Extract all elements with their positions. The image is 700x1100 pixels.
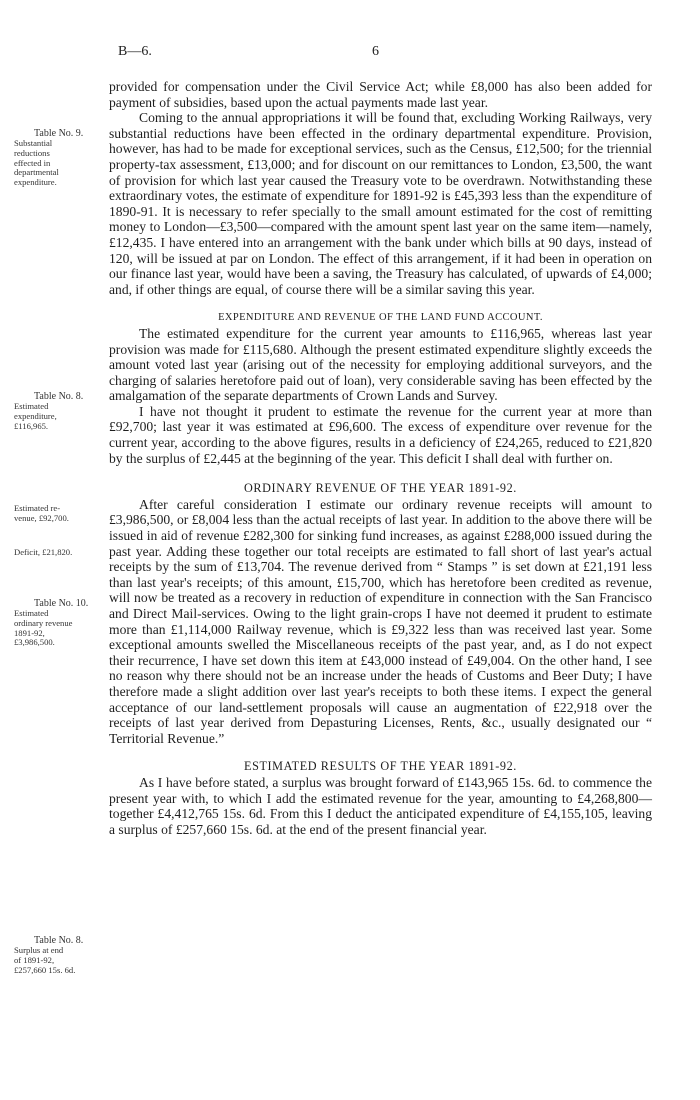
margin-note-line: Deficit, £21,820. [14,547,73,557]
paragraph-estimated-results: As I have before stated, a surplus was brought forward of £143,965 15s. 6d. to commence the present year with, to which I add the estimated revenue for the year, amounting to £4,268,800—together £4,412,765 15s. 6d. From this I deduct the anticipated expenditure of £4,155,105, leaving a surplus of £257,660 15s. 6d. at the end of the present financial year. [109,774,652,837]
section-spacer [109,466,652,481]
margin-note-line: ordinary revenue [14,617,73,628]
body-text [109,79,652,837]
margin-note-line: Estimated re- [14,503,61,513]
margin-note-line: of 1891-92, [14,954,55,965]
section-heading-estimated-results: ESTIMATED RESULTS OF THE YEAR 1891-92. [244,759,517,774]
margin-note-line: expenditure, [14,410,57,421]
margin-note-line: Substantial [14,138,53,148]
page-header [110,44,652,62]
margin-note-land-fund-expenditure [14,391,110,431]
paragraph-compensation: provided for compensation under the Civil Service Act; while £8,000 has also been added for payment of subsidies, based upon the actual payments made last year. [109,79,652,110]
margin-note-line: £116,965. [14,420,49,431]
margin-note-line: Estimated [14,401,49,411]
paragraph-annual-appropriations: Coming to the annual appropriations it will be found that, excluding Working Railways, very substantial reductions have been effected in the ordinary departmental expenditure. Provision, however, has had to be made for exceptional services, such as the Census, £12,500; for the triennial property-tax assessment, £13,000; and for discount on our remittances to London, £3,500, the want of provision for which last year caused the Treasury vote to be overdrawn. Notwithstanding these extraordinary votes, the estimate of expenditure for 1891-92 is £45,393 less than the expenditure of 1890-91. It is necessary to refer specially to the small amount estimated for the cost of remitting money to London—£3,500—compared with the amount spent last year on the same item—namely, £12,435. I have entered into an arrangement with the bank under which bills at 90 days, instead of 120, will be issued at par on London. The effect of this arrangement, if it had been in operation on our finance last year, would have been a saving, the Treasury has calculated, of upwards of £4,000; and, if other things are equal, of course there will be a similar saving this year. [109,110,652,297]
margin-note-line: Surplus at end [14,945,64,955]
margin-note-line: expenditure. [14,177,57,188]
margin-note-estimated-revenue [14,504,110,524]
margin-note-deficit [14,548,110,558]
margin-note-title: Table No. 8. [34,391,84,402]
paragraph-ordinary-revenue: After careful consideration I estimate our ordinary revenue receipts will amount to £3,986,500, or £8,004 less than the actual receipts of last year. In addition to the above there will be issued in aid of revenue £282,300 for sinking fund increases, as against £288,000 issued during the past year. Adding these together our total receipts are estimated to fall short of last year's actual receipts by the sum of £13,704. The revenue derived from “ Stamps ” is set down at £21,191 less than last year's receipts; of this amount, £15,700, which has heretofore been credited as revenue, will now be treated as a recovery in reduction of expenditure in connection with the San Francisco and Direct Mail-services. Owing to the light grain-crops I have not deemed it prudent to estimate more than £1,114,000 Railway revenue, which is £9,322 less than was received last year. Some exceptional amounts swelled the Miscellaneous receipts of the past year, and, as I do not expect their recurrence, I have set down this item at £43,000 instead of £49,004. On the other hand, I see no reason why there should not be an increase under the heads of Customs and Beer Duty; I have therefore made a slight addition over last year's receipts to both these items. I expect the general acceptance of our land-settlement proposals will cause an augmentation of £22,918 over the receipts of last year derived from Depasturing Licenses, Rents, &c., usually designated our “ Territorial Revenue.” [109,496,652,746]
paragraph-land-fund-revenue: I have not thought it prudent to estimate the revenue for the current year at more than £92,700; last year it was estimated at £96,600. The excess of expenditure over revenue for the current year, according to the above figures, results in a deficiency of £24,265, reduced to £21,820 by the surplus of £2,445 at the beginning of the year. This deficit I shall deal with further on. [109,403,652,466]
margin-note-title: Table No. 8. [34,935,84,946]
section-heading-land-fund: EXPENDITURE AND REVENUE OF THE LAND FUND ACCOUNT. [218,312,543,324]
section-spacer [109,746,652,759]
margin-note-line: £257,660 15s. 6d. [14,964,76,975]
section-heading-ordinary-revenue: ORDINARY REVENUE OF THE YEAR 1891-92. [244,481,517,496]
margin-note-line: 1891-92, [14,627,45,638]
section-spacer [109,297,652,310]
margin-note-line: reductions [14,147,50,158]
paragraph-land-fund-expenditure: The estimated expenditure for the current year amounts to £116,965, whereas last year provision was made for £115,680. Although the present estimated expenditure slightly exceeds the amount voted last year (arising out of the necessity for employing additional surveyors, and the charging of salaries heretofore paid out of loan), very considerable saving has been effected by the amalgamation of the separate departments of Crown Lands and Survey. [109,325,652,404]
margin-note-line: £3,986,500. [14,637,55,648]
page-number: 6 [372,44,379,59]
margin-note-line: venue, £92,700. [14,512,69,523]
margin-note-table-10 [14,598,110,648]
margin-note-line: departmental [14,167,59,178]
margin-note-line: Estimated [14,608,49,618]
margin-note-title: Table No. 9. [34,128,84,139]
margin-note-title: Table No. 10. [34,598,89,609]
margin-note-line: effected in [14,157,51,168]
margin-note-table-9 [14,128,110,188]
margin-note-surplus [14,935,110,975]
document-code: B—6. [118,44,152,59]
